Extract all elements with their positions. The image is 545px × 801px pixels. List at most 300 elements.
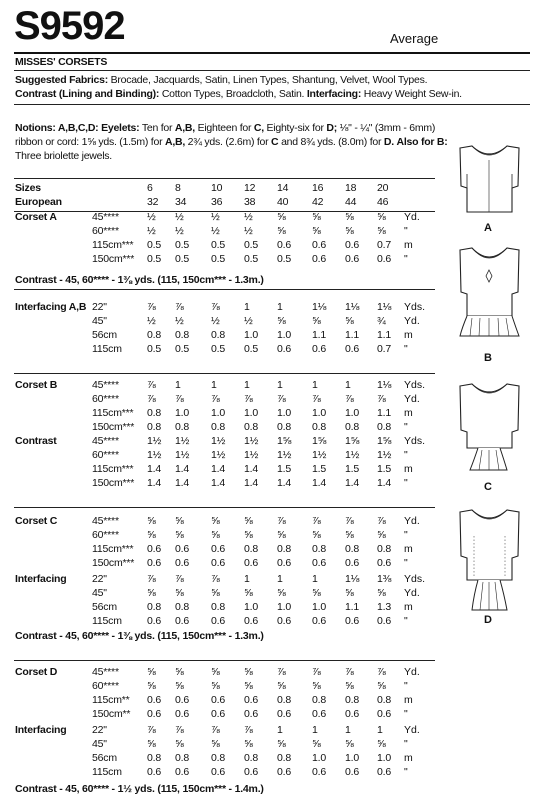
yardage-cell: ⅞ (147, 724, 156, 736)
yardage-cell: ½ (175, 315, 184, 327)
size-value: 8 (175, 182, 181, 194)
yardage-cell: 0.6 (175, 615, 189, 627)
yardage-cell: 1½ (211, 435, 226, 447)
section-label: Contrast (15, 435, 57, 447)
yardage-cell: ⅝ (277, 211, 286, 223)
notions-line-2: ribbon or cord: 1⅝ yds. (1.5m) for A,B, 2¾ yds. (2.6m) for C and 8¾ yds. (8.0m) for D. Also for B: (15, 136, 448, 148)
yardage-cell: ½ (147, 315, 156, 327)
notions-line-3: Three briolette jewels. (15, 150, 112, 162)
yardage-cell: 1 (244, 379, 250, 391)
yardage-cell: 0.6 (211, 766, 225, 778)
yardage-cell: ⅝ (147, 666, 156, 678)
size-value: 14 (277, 182, 289, 194)
fabric-width: 115cm (92, 615, 122, 627)
yardage-cell: ⅝ (345, 529, 354, 541)
unit-label: Yd. (404, 724, 420, 736)
yardage-cell: 0.8 (277, 694, 291, 706)
section-label: Corset D (15, 666, 58, 678)
yardage-cell: ½ (244, 211, 253, 223)
yardage-cell: ½ (211, 225, 220, 237)
yardage-cell: 0.6 (175, 766, 189, 778)
fabric-width: 45**** (92, 379, 119, 391)
unit-label: " (404, 449, 408, 461)
yardage-cell: 1.4 (175, 477, 189, 489)
yardage-cell: 1 (244, 301, 250, 313)
yardage-cell: 1½ (147, 449, 162, 461)
european-size-value: 40 (277, 196, 289, 208)
yardage-cell: 1 (312, 573, 318, 585)
yardage-cell: 1.1 (312, 329, 326, 341)
yardage-cell: 1.0 (312, 601, 326, 613)
yardage-cell: 1 (345, 724, 351, 736)
yardage-cell: ⅝ (175, 529, 184, 541)
sizes-label: Sizes (15, 182, 41, 194)
yardage-cell: 0.8 (312, 694, 326, 706)
size-value: 6 (147, 182, 153, 194)
divider (14, 660, 435, 661)
divider (14, 211, 435, 212)
yardage-cell: 1.1 (345, 329, 359, 341)
unit-label: Yds. (404, 301, 426, 313)
yardage-cell: ⅞ (312, 515, 321, 527)
yardage-cell: 1.1 (377, 407, 391, 419)
yardage-cell: 1⅝ (377, 435, 392, 447)
divider (14, 373, 435, 374)
fabric-width: 60**** (92, 225, 119, 237)
suggested-fabrics: Suggested Fabrics: Brocade, Jacquards, Satin, Linen Types, Shantung, Velvet, Wool Types. (15, 74, 428, 86)
yardage-cell: 1 (277, 301, 283, 313)
yardage-cell: 0.6 (147, 766, 161, 778)
yardage-cell: 1.4 (312, 477, 326, 489)
yardage-cell: ⅞ (312, 666, 321, 678)
yardage-cell: 1 (244, 573, 250, 585)
fabric-width: 60**** (92, 529, 119, 541)
yardage-cell: 1½ (312, 449, 327, 461)
yardage-cell: ⅞ (175, 573, 184, 585)
yardage-cell: 1.4 (244, 463, 258, 475)
yardage-cell: 0.6 (147, 694, 161, 706)
yardage-cell: 0.5 (211, 343, 225, 355)
yardage-cell: 1.4 (211, 463, 225, 475)
garment-title: MISSES' CORSETS (15, 56, 108, 68)
divider (14, 507, 435, 508)
yardage-cell: 0.5 (244, 343, 258, 355)
yardage-cell: ⅝ (277, 738, 286, 750)
yardage-cell: 0.6 (345, 766, 359, 778)
yardage-cell: ⅝ (345, 680, 354, 692)
yardage-cell: 0.8 (211, 752, 225, 764)
yardage-cell: ⅝ (312, 211, 321, 223)
yardage-cell: 0.6 (244, 615, 258, 627)
yardage-cell: ⅝ (312, 225, 321, 237)
yardage-cell: 0.6 (312, 253, 326, 265)
section-label: Interfacing A,B (15, 301, 87, 313)
yardage-cell: 0.6 (277, 557, 291, 569)
yardage-cell: 0.6 (244, 557, 258, 569)
yardage-cell: ⅝ (244, 738, 253, 750)
yardage-cell: 1⅛ (312, 301, 327, 313)
section-label: Corset A (15, 211, 57, 223)
yardage-cell: 0.6 (147, 557, 161, 569)
yardage-cell: 1.0 (277, 601, 291, 613)
yardage-cell: 0.8 (377, 694, 391, 706)
yardage-cell: 1.0 (175, 407, 189, 419)
yardage-cell: 0.8 (345, 421, 359, 433)
yardage-cell: 1⅛ (345, 573, 360, 585)
yardage-cell: ⅞ (244, 724, 253, 736)
yardage-cell: ⅝ (312, 680, 321, 692)
yardage-cell: 0.6 (277, 766, 291, 778)
unit-label: " (404, 557, 408, 569)
unit-label: Yd. (404, 587, 420, 599)
fabric-width: 150cm*** (92, 557, 135, 569)
yardage-cell: ⅞ (277, 515, 286, 527)
section-label: Corset C (15, 515, 58, 527)
yardage-cell: ⅞ (377, 515, 386, 527)
unit-label: m (404, 543, 413, 555)
yardage-cell: 1⅝ (312, 435, 327, 447)
yardage-cell: ⅞ (211, 724, 220, 736)
yardage-cell: 1.4 (175, 463, 189, 475)
fabric-width: 150cm*** (92, 421, 135, 433)
divider (14, 70, 530, 71)
yardage-cell: 0.6 (175, 708, 189, 720)
unit-label: Yds. (404, 379, 426, 391)
yardage-cell: ⅝ (175, 515, 184, 527)
yardage-cell: 0.8 (147, 601, 161, 613)
fabric-width: 45**** (92, 211, 119, 223)
yardage-cell: 0.8 (312, 421, 326, 433)
yardage-cell: 0.6 (147, 708, 161, 720)
contrast-note-a: Contrast - 45, 60**** - 1⅜ yds. (115, 150cm*** - 1.3m.) (15, 274, 264, 286)
yardage-cell: 1.0 (345, 407, 359, 419)
yardage-cell: 0.6 (277, 343, 291, 355)
yardage-cell: ½ (211, 211, 220, 223)
yardage-cell: ⅝ (345, 315, 354, 327)
yardage-cell: 0.6 (277, 239, 291, 251)
size-value: 12 (244, 182, 256, 194)
yardage-cell: 1⅜ (377, 573, 392, 585)
yardage-cell: 1 (277, 724, 283, 736)
unit-label: m (404, 752, 413, 764)
yardage-cell: ⅝ (377, 529, 386, 541)
yardage-cell: ⅝ (147, 515, 156, 527)
yardage-cell: 1 (175, 379, 181, 391)
yardage-cell: 0.8 (377, 421, 391, 433)
yardage-cell: ⅝ (377, 680, 386, 692)
unit-label: " (404, 343, 408, 355)
yardage-cell: ⅞ (175, 301, 184, 313)
yardage-cell: 1.0 (312, 407, 326, 419)
yardage-cell: 0.5 (147, 343, 161, 355)
view-label-b: B (484, 352, 492, 364)
yardage-cell: 0.6 (175, 694, 189, 706)
yardage-cell: ⅝ (175, 680, 184, 692)
yardage-cell: 1.4 (147, 463, 161, 475)
yardage-cell: ⅞ (211, 393, 220, 405)
fabric-width: 60**** (92, 449, 119, 461)
yardage-cell: ⅞ (345, 666, 354, 678)
yardage-cell: 1.1 (377, 329, 391, 341)
yardage-cell: ⅝ (175, 738, 184, 750)
yardage-cell: 1½ (175, 435, 190, 447)
yardage-cell: ⅝ (277, 315, 286, 327)
yardage-cell: 0.6 (312, 557, 326, 569)
size-value: 20 (377, 182, 389, 194)
yardage-cell: ⅞ (147, 393, 156, 405)
divider (14, 52, 530, 54)
yardage-cell: 0.8 (147, 752, 161, 764)
yardage-cell: 0.6 (345, 343, 359, 355)
yardage-cell: 0.5 (211, 253, 225, 265)
yardage-cell: 1.0 (377, 752, 391, 764)
european-size-value: 34 (175, 196, 187, 208)
yardage-cell: 0.8 (345, 543, 359, 555)
yardage-cell: 0.6 (211, 543, 225, 555)
fabric-width: 45" (92, 315, 107, 327)
yardage-cell: 1.5 (377, 463, 391, 475)
yardage-cell: ⅝ (244, 666, 253, 678)
yardage-cell: ⅝ (277, 225, 286, 237)
unit-label: m (404, 407, 413, 419)
yardage-cell: 1⅛ (377, 379, 392, 391)
yardage-cell: 0.6 (312, 708, 326, 720)
yardage-cell: ⅝ (244, 529, 253, 541)
fabric-width: 115cm (92, 766, 122, 778)
yardage-cell: ⅝ (377, 211, 386, 223)
corset-c-illustration (452, 378, 527, 478)
yardage-cell: ⅝ (345, 587, 354, 599)
fabric-width: 115cm (92, 343, 122, 355)
unit-label: Yd. (404, 211, 420, 223)
yardage-cell: 0.8 (175, 601, 189, 613)
european-size-value: 46 (377, 196, 389, 208)
yardage-cell: 0.5 (277, 253, 291, 265)
yardage-cell: 1 (277, 573, 283, 585)
view-label-c: C (484, 481, 492, 493)
size-value: 18 (345, 182, 357, 194)
contrast-note-d: Contrast - 45, 60**** - 1½ yds. (115, 150cm*** - 1.4m.) (15, 783, 264, 795)
yardage-cell: ⅝ (211, 666, 220, 678)
yardage-cell: 1.0 (244, 407, 258, 419)
yardage-cell: 0.6 (147, 543, 161, 555)
unit-label: " (404, 708, 408, 720)
yardage-cell: ½ (244, 225, 253, 237)
yardage-cell: 0.8 (277, 752, 291, 764)
yardage-cell: ⅝ (312, 738, 321, 750)
yardage-cell: ⅞ (211, 301, 220, 313)
yardage-cell: 0.6 (175, 543, 189, 555)
section-label: Interfacing (15, 724, 67, 736)
yardage-cell: 0.8 (147, 421, 161, 433)
yardage-cell: 0.6 (345, 708, 359, 720)
yardage-cell: 0.8 (175, 421, 189, 433)
yardage-cell: 0.5 (175, 253, 189, 265)
yardage-cell: 0.8 (175, 329, 189, 341)
yardage-cell: 1.0 (345, 752, 359, 764)
yardage-cell: 1.5 (312, 463, 326, 475)
yardage-cell: ⅞ (345, 393, 354, 405)
corset-b-illustration (452, 240, 527, 350)
fabric-width: 56cm (92, 601, 117, 613)
yardage-cell: ½ (244, 315, 253, 327)
yardage-cell: ⅞ (147, 301, 156, 313)
divider (14, 289, 435, 290)
yardage-cell: 0.7 (377, 239, 391, 251)
yardage-cell: 0.8 (277, 421, 291, 433)
yardage-cell: ⅝ (147, 680, 156, 692)
yardage-cell: 1 (277, 379, 283, 391)
yardage-cell: 0.8 (277, 543, 291, 555)
yardage-cell: 0.6 (211, 694, 225, 706)
fabric-width: 45" (92, 738, 107, 750)
european-size-value: 36 (211, 196, 223, 208)
yardage-cell: ⅝ (211, 738, 220, 750)
yardage-cell: 1⅛ (377, 301, 392, 313)
unit-label: " (404, 253, 408, 265)
yardage-cell: 0.8 (244, 543, 258, 555)
yardage-cell: 0.6 (244, 708, 258, 720)
yardage-cell: 0.8 (211, 601, 225, 613)
fabric-width: 150cm*** (92, 253, 135, 265)
yardage-cell: ⅞ (211, 573, 220, 585)
yardage-cell: 0.6 (211, 557, 225, 569)
yardage-cell: ⅝ (345, 225, 354, 237)
yardage-cell: 0.5 (147, 239, 161, 251)
yardage-cell: ⅞ (175, 724, 184, 736)
yardage-cell: 1.4 (277, 477, 291, 489)
yardage-cell: 1.5 (345, 463, 359, 475)
yardage-cell: ⅝ (175, 587, 184, 599)
section-label: Interfacing (15, 573, 67, 585)
yardage-cell: 0.6 (377, 557, 391, 569)
yardage-cell: 1⅝ (345, 435, 360, 447)
yardage-cell: 0.8 (377, 543, 391, 555)
yardage-cell: ½ (175, 225, 184, 237)
yardage-cell: 1.0 (211, 407, 225, 419)
yardage-cell: 0.5 (175, 239, 189, 251)
fabric-width: 22" (92, 724, 107, 736)
yardage-cell: 1.4 (244, 477, 258, 489)
yardage-cell: ½ (175, 211, 184, 223)
yardage-cell: 1½ (211, 449, 226, 461)
unit-label: Yds. (404, 573, 426, 585)
yardage-cell: 0.5 (244, 253, 258, 265)
european-size-value: 38 (244, 196, 256, 208)
yardage-cell: ⅝ (377, 738, 386, 750)
unit-label: m (404, 601, 413, 613)
yardage-cell: 0.5 (244, 239, 258, 251)
yardage-cell: ⅝ (211, 680, 220, 692)
fabric-width: 22" (92, 573, 107, 585)
yardage-cell: 1 (377, 724, 383, 736)
unit-label: " (404, 680, 408, 692)
fabric-width: 115cm** (92, 694, 130, 706)
yardage-cell: 0.8 (147, 407, 161, 419)
yardage-cell: 0.6 (377, 615, 391, 627)
yardage-cell: 1 (312, 379, 318, 391)
unit-label: m (404, 329, 413, 341)
yardage-cell: ⅝ (277, 680, 286, 692)
yardage-cell: 0.5 (147, 253, 161, 265)
yardage-cell: ⅝ (211, 587, 220, 599)
unit-label: m (404, 463, 413, 475)
yardage-cell: 1.5 (277, 463, 291, 475)
yardage-cell: 0.6 (345, 615, 359, 627)
contrast-fabrics: Contrast (Lining and Binding): Cotton Types, Broadcloth, Satin. Interfacing: Heavy Weight Sew-in. (15, 88, 462, 100)
unit-label: m (404, 239, 413, 251)
fabric-width: 150cm*** (92, 477, 135, 489)
yardage-cell: 0.8 (345, 694, 359, 706)
fabric-width: 45" (92, 587, 107, 599)
contrast-note-c: Contrast - 45, 60**** - 1⅜ yds. (115, 150cm*** - 1.3m.) (15, 630, 264, 642)
yardage-cell: 0.8 (312, 543, 326, 555)
yardage-cell: 1⅛ (345, 301, 360, 313)
unit-label: Yd. (404, 515, 420, 527)
fabric-width: 45**** (92, 435, 119, 447)
european-label: European (15, 196, 62, 208)
fabric-width: 60**** (92, 393, 119, 405)
yardage-cell: 1½ (277, 449, 292, 461)
yardage-cell: ⅝ (175, 666, 184, 678)
yardage-cell: ⅝ (277, 529, 286, 541)
yardage-cell: 1.4 (147, 477, 161, 489)
yardage-cell: 0.6 (175, 557, 189, 569)
yardage-cell: 0.6 (312, 239, 326, 251)
section-label: Corset B (15, 379, 58, 391)
yardage-cell: ⅝ (147, 587, 156, 599)
yardage-cell: 1½ (244, 449, 259, 461)
corset-a-illustration (452, 140, 527, 220)
unit-label: " (404, 615, 408, 627)
unit-label: Yd. (404, 393, 420, 405)
european-size-value: 42 (312, 196, 324, 208)
yardage-cell: ⅞ (377, 393, 386, 405)
unit-label: Yd. (404, 315, 420, 327)
yardage-cell: 0.6 (312, 615, 326, 627)
fabric-width: 56cm (92, 752, 117, 764)
unit-label: " (404, 225, 408, 237)
yardage-cell: 0.6 (312, 766, 326, 778)
size-value: 16 (312, 182, 324, 194)
yardage-cell: 0.5 (211, 239, 225, 251)
yardage-cell: 1.3 (377, 601, 391, 613)
yardage-cell: ⅞ (377, 666, 386, 678)
yardage-cell: 1 (211, 379, 217, 391)
unit-label: " (404, 766, 408, 778)
yardage-cell: ⅝ (244, 587, 253, 599)
yardage-cell: ⅞ (147, 379, 156, 391)
unit-label: Yds. (404, 435, 426, 447)
yardage-cell: 0.6 (345, 239, 359, 251)
yardage-cell: ⅝ (345, 738, 354, 750)
fabric-width: 150cm** (92, 708, 131, 720)
fabric-width: 45**** (92, 666, 119, 678)
yardage-cell: 1.0 (277, 407, 291, 419)
yardage-cell: 0.6 (377, 253, 391, 265)
fabric-width: 45**** (92, 515, 119, 527)
yardage-cell: 0.8 (147, 329, 161, 341)
yardage-cell: 0.6 (312, 343, 326, 355)
yardage-cell: ⅝ (345, 211, 354, 223)
fabric-width: 60**** (92, 680, 119, 692)
unit-label: " (404, 421, 408, 433)
yardage-cell: ⅝ (244, 680, 253, 692)
yardage-cell: 0.6 (244, 694, 258, 706)
yardage-cell: 0.6 (377, 708, 391, 720)
fabric-width: 22" (92, 301, 107, 313)
fabric-width: 115cm*** (92, 543, 134, 555)
